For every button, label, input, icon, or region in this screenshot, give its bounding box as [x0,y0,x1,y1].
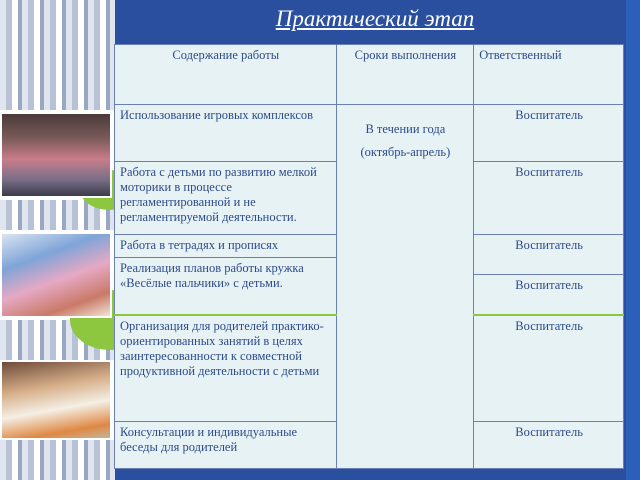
header-content: Содержание работы [115,45,337,105]
row-responsible: Воспитатель [474,422,624,469]
deadline-cell [336,105,474,469]
decor-stripes [0,0,115,110]
row-responsible: Воспитатель [474,162,624,235]
row-responsible: Воспитатель [474,105,624,162]
row-content: Использование игровых комплексов [115,105,337,162]
photo-children-crafts [0,360,112,440]
decor-stripes [0,440,115,480]
photo-children-playing [0,112,112,198]
right-decor-band [626,0,640,480]
photo-children-easel [0,232,112,318]
row-content: Работа в тетрадях и прописях [115,235,337,258]
table-header-row [115,45,624,105]
row-content: Реализация планов работы кружка «Весёлые пальчики» с детьми. [115,258,337,315]
deadline-line2: (октябрь-апрель) [360,145,451,159]
row-responsible: Воспитатель [474,235,624,275]
row-content: Организация для родителей практико-ориентированных занятий в целях заинтересованности к совместной продуктивной деятельности с детьми [115,315,337,422]
row-responsible: Воспитатель [474,275,624,315]
row-content: Работа с детьми по развитию мелкой моторики в процессе регламентированной и не регламентируемой деятельности. [115,162,337,235]
header-responsible: Ответственный [474,45,624,105]
header-deadline: Сроки выполнения [336,45,474,105]
row-content: Консультации и индивидуальные беседы для родителей [115,422,337,469]
plan-table [114,44,624,469]
deadline-line1: В течении года [365,122,446,136]
table-row [115,105,624,162]
slide-title: Практический этап [275,6,475,31]
row-responsible: Воспитатель [474,315,624,422]
